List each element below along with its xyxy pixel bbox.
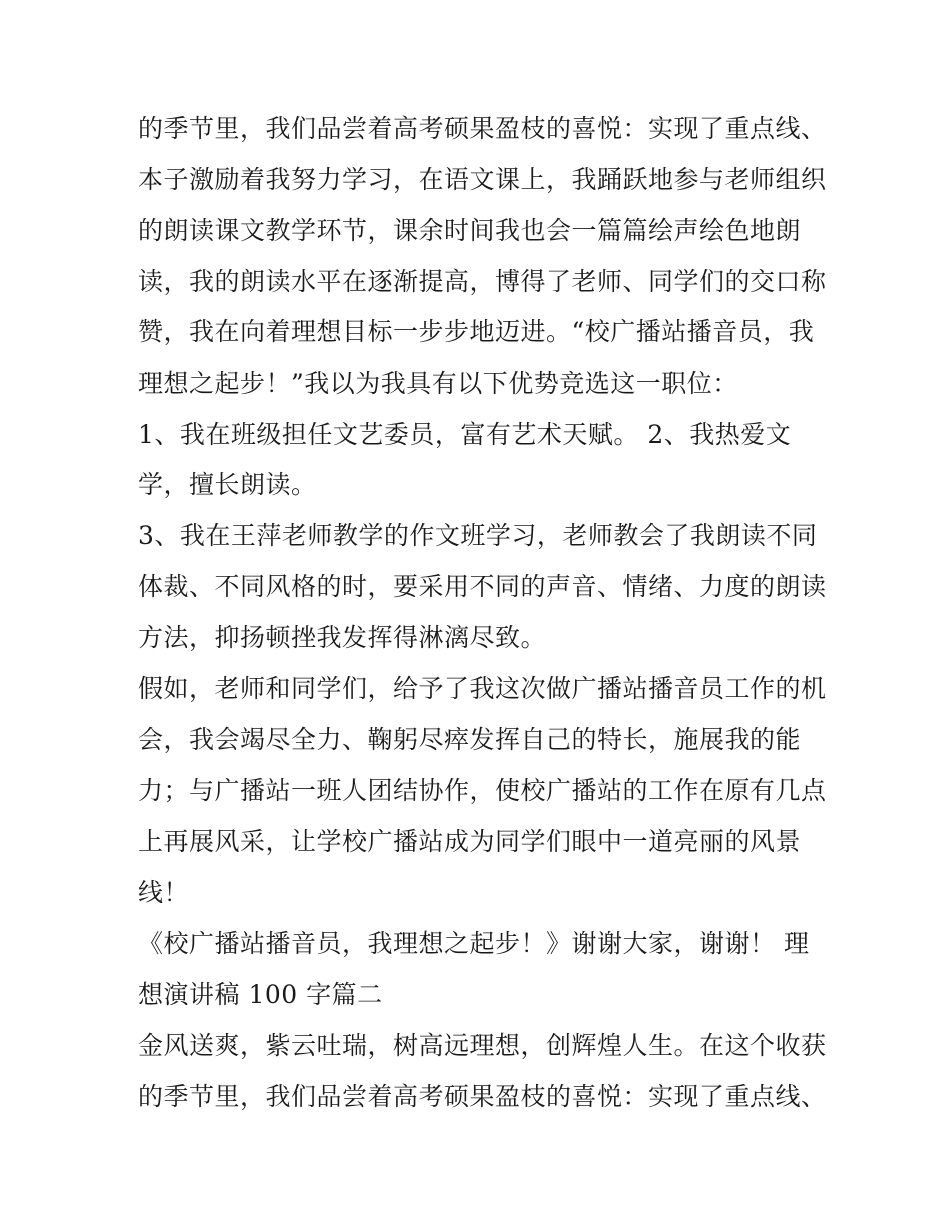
text-line: 的季节里，我们品尝着高考硕果盈枝的喜悦：实现了重点线、	[138, 1082, 827, 1111]
text-line: 线！	[138, 878, 190, 907]
text-line: 赞，我在向着理想目标一步步地迈进。“校广播站播音员，我	[138, 317, 815, 346]
text-line: 学，擅长朗读。	[138, 470, 317, 499]
text-line: 《校广播站播音员，我理想之起步！》谢谢大家，谢谢！ 理	[138, 929, 810, 958]
text-line: 体裁、不同风格的时，要采用不同的声音、情绪、力度的朗读	[138, 572, 827, 601]
text-line: 方法，抑扬顿挫我发挥得淋漓尽致。	[138, 623, 547, 652]
text-line: 本子激励着我努力学习，在语文课上，我踊跃地参与老师组织	[138, 165, 827, 194]
text-line: 会，我会竭尽全力、鞠躬尽瘁发挥自己的特长，施展我的能	[138, 725, 802, 754]
text-line: 1、我在班级担任文艺委员，富有艺术天赋。 2、我热爱文	[138, 420, 792, 449]
text-line: 想演讲稿 100 字篇二	[138, 980, 383, 1009]
text-line: 读，我的朗读水平在逐渐提高，博得了老师、同学们的交口称	[138, 267, 827, 296]
text-line: 金风送爽，紫云吐瑞，树高远理想，创辉煌人生。在这个收获	[138, 1031, 827, 1060]
text-line: 的朗读课文教学环节，课余时间我也会一篇篇绘声绘色地朗	[138, 216, 802, 245]
text-line: 的季节里，我们品尝着高考硕果盈枝的喜悦：实现了重点线、	[138, 114, 827, 143]
text-line: 假如，老师和同学们，给予了我这次做广播站播音员工作的机	[138, 674, 827, 703]
text-line: 上再展风采，让学校广播站成为同学们眼中一道亮丽的风景	[138, 827, 802, 856]
text-line: 3、我在王萍老师教学的作文班学习，老师教会了我朗读不同	[138, 521, 818, 550]
text-line: 理想之起步！”我以为我具有以下优势竞选这一职位：	[138, 369, 738, 398]
text-line: 力；与广播站一班人团结协作，使校广播站的工作在原有几点	[138, 776, 827, 805]
